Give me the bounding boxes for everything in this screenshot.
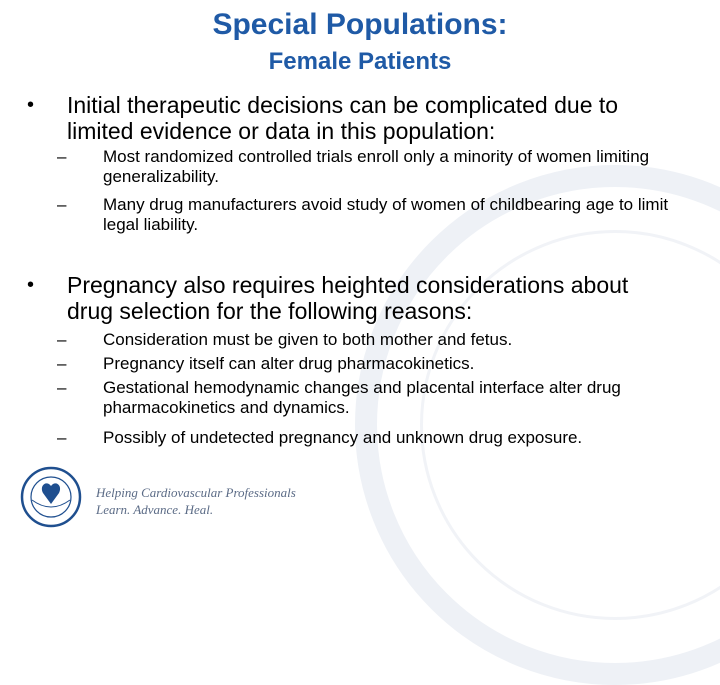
tagline-line-1: Helping Cardiovascular Professionals: [96, 485, 296, 500]
acc-logo-icon: [20, 466, 82, 528]
slide-subtitle: Female Patients: [268, 48, 452, 75]
tagline-line-2: Learn. Advance. Heal.: [96, 502, 214, 517]
sub-bullet-marker: –: [57, 330, 67, 349]
sub-bullet-text: Many drug manufacturers avoid study of women of childbearing age to limit legal liability.: [103, 195, 669, 234]
sub-bullet-text: Possibly of undetected pregnancy and unknown drug exposure.: [103, 428, 583, 447]
bullet-text: Pregnancy also requires heighted considerations about drug selection for the following reasons:: [67, 272, 629, 324]
sub-bullet-marker: –: [57, 354, 67, 373]
slide-title: Special Populations:: [212, 8, 508, 41]
bullet-marker: •: [27, 94, 35, 116]
bullet-marker: •: [27, 274, 35, 296]
sub-bullet-text: Consideration must be given to both mother and fetus.: [103, 330, 513, 349]
acc-seal-watermark: [355, 165, 720, 685]
sub-bullet-text: Pregnancy itself can alter drug pharmacokinetics.: [103, 354, 475, 373]
bullet-text: Initial therapeutic decisions can be complicated due to limited evidence or data in this population:: [67, 92, 619, 144]
sub-bullet-marker: –: [57, 378, 67, 397]
sub-bullet-text: Most randomized controlled trials enroll only a minority of women limiting generalizability.: [103, 147, 650, 186]
footer-tagline: [96, 484, 296, 518]
sub-bullet-marker: –: [57, 195, 67, 214]
sub-bullet-marker: –: [57, 428, 67, 447]
sub-bullet-marker: –: [57, 147, 67, 166]
sub-bullet-text: Gestational hemodynamic changes and placental interface alter drug pharmacokinetics and dynamics.: [103, 378, 621, 417]
